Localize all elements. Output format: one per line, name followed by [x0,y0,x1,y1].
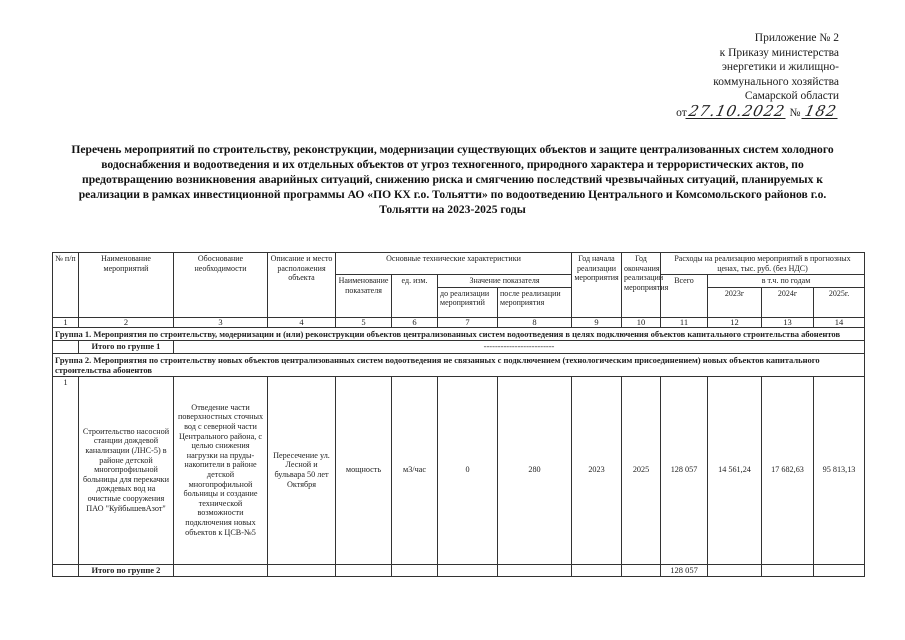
group-1-heading-row [53,327,865,340]
group-1-total-row [53,340,865,353]
header-end: Год окончания реализации мероприятия [622,253,661,318]
row-end: 2025 [622,376,661,564]
header-total: Всего [661,275,708,318]
handwritten-number: 182 [803,101,840,120]
row-unit: м3/час [392,376,438,564]
col-num: 1 [53,317,79,327]
header-reason: Обоснование необходимости [174,253,268,318]
header-location: Описание и место расположения объекта [268,253,336,318]
measures-table [52,252,865,577]
header-indicator: Наименование показателя [336,275,392,318]
empty-cell [572,564,622,577]
row-y2024: 17 682,63 [762,376,814,564]
group-2-title: Группа 2. Мероприятия по строительству новых объектов централизованных систем водоотведения не связанных с подключением (технологическим присоединением) новых объектов капитального строительства абонентов [53,353,865,376]
appendix-line-1: Приложение № 2 [754,32,839,44]
col-num: 4 [268,317,336,327]
col-num: 10 [622,317,661,327]
empty-cell [622,564,661,577]
group-1-total-label: Итого по группе 1 [79,340,174,353]
column-number-row [53,317,865,327]
header-no: № п/п [53,253,79,318]
number-prefix: № [789,106,801,119]
table-row [53,376,865,564]
group-1-total-value: ------------------------- [174,340,865,353]
empty-cell [268,564,336,577]
empty-cell [438,564,498,577]
appendix-line-4: коммунального хозяйства [713,75,839,88]
col-num: 6 [392,317,438,327]
col-num: 12 [708,317,762,327]
empty-cell [498,564,572,577]
col-num: 8 [498,317,572,327]
header-y2024: 2024г [762,287,814,317]
row-start: 2023 [572,376,622,564]
row-after: 280 [498,376,572,564]
group-2-total-label: Итого по группе 2 [79,564,174,577]
row-total: 128 057 [661,376,708,564]
row-indicator: мощность [336,376,392,564]
empty-cell [53,340,79,353]
row-y2023: 14 561,24 [708,376,762,564]
header-by-year: в т.ч. по годам [708,275,865,288]
header-y2023: 2023г [708,287,762,317]
handwritten-date: 27.10.2022 [686,101,787,120]
empty-cell [336,564,392,577]
col-num: 3 [174,317,268,327]
group-2-total-row [53,564,865,577]
row-location: Пересечение ул. Лесной и бульвара 50 лет Октября [268,376,336,564]
row-no: 1 [53,376,79,564]
col-num: 7 [438,317,498,327]
appendix-line-2: к Приказу министерства [719,46,839,59]
header-unit: ед. изм. [392,275,438,318]
empty-cell [708,564,762,577]
header-before: до реализации мероприятий [438,287,498,317]
empty-cell [174,564,268,577]
header-name: Наименование мероприятий [79,253,174,318]
row-y2025: 95 813,13 [814,376,865,564]
appendix-block [579,31,839,120]
group-1-title: Группа 1. Мероприятия по строительству, модернизации и (или) реконструкции объектов централизованных систем водоотведения в целях подключения объектов капитального строительства абонентов [53,327,865,340]
col-num: 9 [572,317,622,327]
col-num: 13 [762,317,814,327]
col-num: 11 [661,317,708,327]
row-name: Строительство насосной станции дождевой канализации (ЛНС-5) в районе детской многопрофильной больницы для перекачки дождевых вод на очистные сооружения ПАО "КуйбышевАзот" [79,376,174,564]
empty-cell [392,564,438,577]
appendix-date-line [579,101,840,121]
header-tech: Основные технические характеристики [336,253,572,275]
appendix-line-5: Самарской области [744,90,839,102]
empty-cell [53,564,79,577]
header-costs: Расходы на реализацию мероприятий в прогнозных ценах, тыс. руб. (без НДС) [661,253,865,275]
header-y2025: 2025г. [814,287,865,317]
empty-cell [814,564,865,577]
row-before: 0 [438,376,498,564]
group-2-total-value: 128 057 [661,564,708,577]
document-title: Перечень мероприятий по строительству, реконструкции, модернизации существующих объектов и защите централизованных систем холодного водоснабжения и водоотведения и их отдельных объектов от угроз техногенного, природного характера и террористических актов, по предотвращению возникновения аварийных ситуаций, снижению риска и смягчению последствий чрезвычайных ситуаций, планируемых к реализации в рамках инвестиционной программы АО «ПО КХ г.о. Тольятти» по водоотведению Центрального и Комсомольского районов г.о. Тольятти на 2023-2025 годы [71,143,834,216]
date-prefix: от [676,106,687,119]
group-2-heading-row [53,353,865,376]
col-num: 5 [336,317,392,327]
col-num: 2 [79,317,174,327]
row-reason: Отведение части поверхностных сточных вод с северной части Центрального района, с целью снижения нагрузки на пруды-накопители в районе детской многопрофильной больницы и создание технической возможности подключения новых объектов к ЦСВ-№5 [174,376,268,564]
empty-cell [762,564,814,577]
appendix-line-3: энергетики и жилищно- [721,61,839,73]
header-row-1 [53,253,865,275]
header-start: Год начала реализации мероприятия [572,253,622,318]
col-num: 14 [814,317,865,327]
header-after: после реализации мероприятия [498,287,572,317]
header-value: Значение показателя [438,275,572,288]
